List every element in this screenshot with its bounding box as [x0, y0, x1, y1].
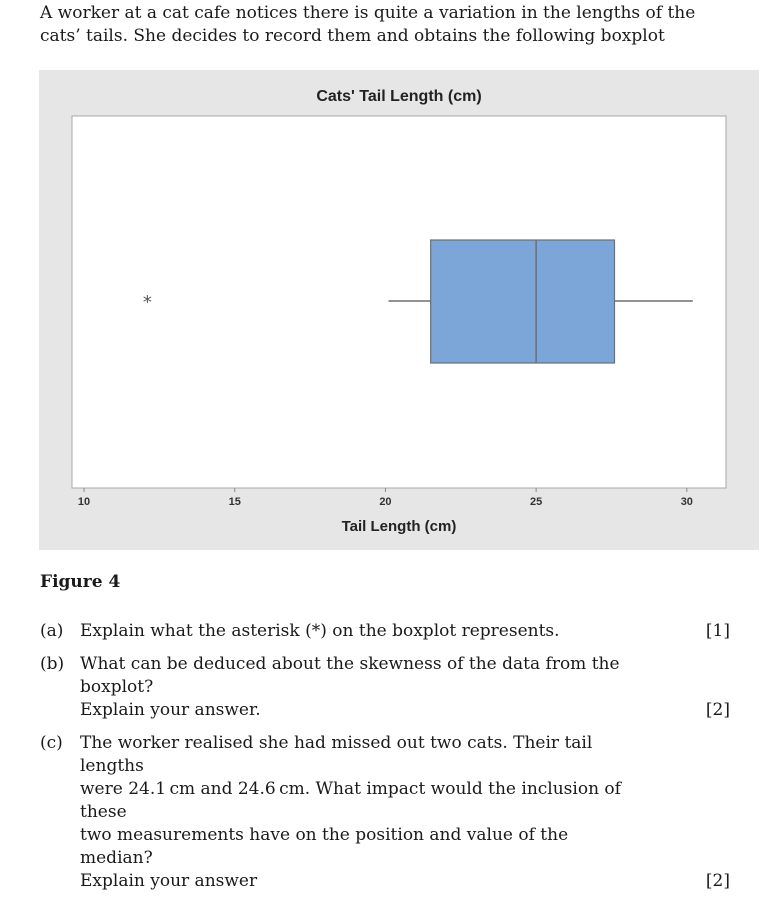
intro-line-1: A worker at a cat cafe notices there is quite a variation in the lengths of the — [40, 3, 696, 23]
question-letter: (a) — [40, 621, 64, 641]
question-letter: (c) — [40, 733, 63, 753]
x-tick-label: 25 — [530, 496, 543, 508]
chart-title: Cats' Tail Length (cm) — [316, 88, 482, 105]
x-tick-label: 15 — [228, 496, 241, 508]
question-letter: (b) — [40, 654, 65, 674]
question-line: Explain your answer — [80, 871, 258, 891]
plot-area — [72, 116, 726, 488]
boxplot-chart — [39, 70, 759, 550]
boxplot-figure — [39, 70, 759, 550]
iqr-box — [431, 240, 615, 363]
x-tick-label: 10 — [77, 496, 91, 508]
x-tick-label: 20 — [379, 496, 392, 508]
question-text — [80, 732, 640, 893]
question-c — [40, 732, 730, 893]
outlier-marker: * — [142, 292, 152, 313]
intro-text — [40, 2, 720, 48]
question-line: Explain what the asterisk (*) on the boxplot represents. — [80, 621, 560, 641]
question-line: What can be deduced about the skewness of the data from the boxplot? — [80, 654, 620, 697]
question-marks: [2] — [705, 700, 730, 720]
question-line: Explain your answer. — [80, 700, 261, 720]
question-list — [40, 620, 730, 903]
question-a — [40, 620, 730, 643]
question-line: were 24.1 cm and 24.6 cm. What impact would the inclusion of these — [80, 779, 621, 822]
figure-label: Figure 4 — [40, 572, 121, 592]
question-marks: [2] — [705, 871, 730, 891]
question-line: two measurements have on the position and value of the median? — [80, 825, 569, 868]
intro-line-2: cats’ tails. She decides to record them and obtains the following boxplot — [40, 26, 665, 46]
question-text — [80, 620, 640, 643]
x-axis-label: Tail Length (cm) — [341, 518, 457, 535]
question-line: The worker realised she had missed out two cats. Their tail lengths — [80, 733, 593, 776]
x-tick-label: 30 — [680, 496, 693, 508]
question-marks: [1] — [705, 621, 730, 641]
question-b — [40, 653, 730, 722]
question-text — [80, 653, 640, 722]
